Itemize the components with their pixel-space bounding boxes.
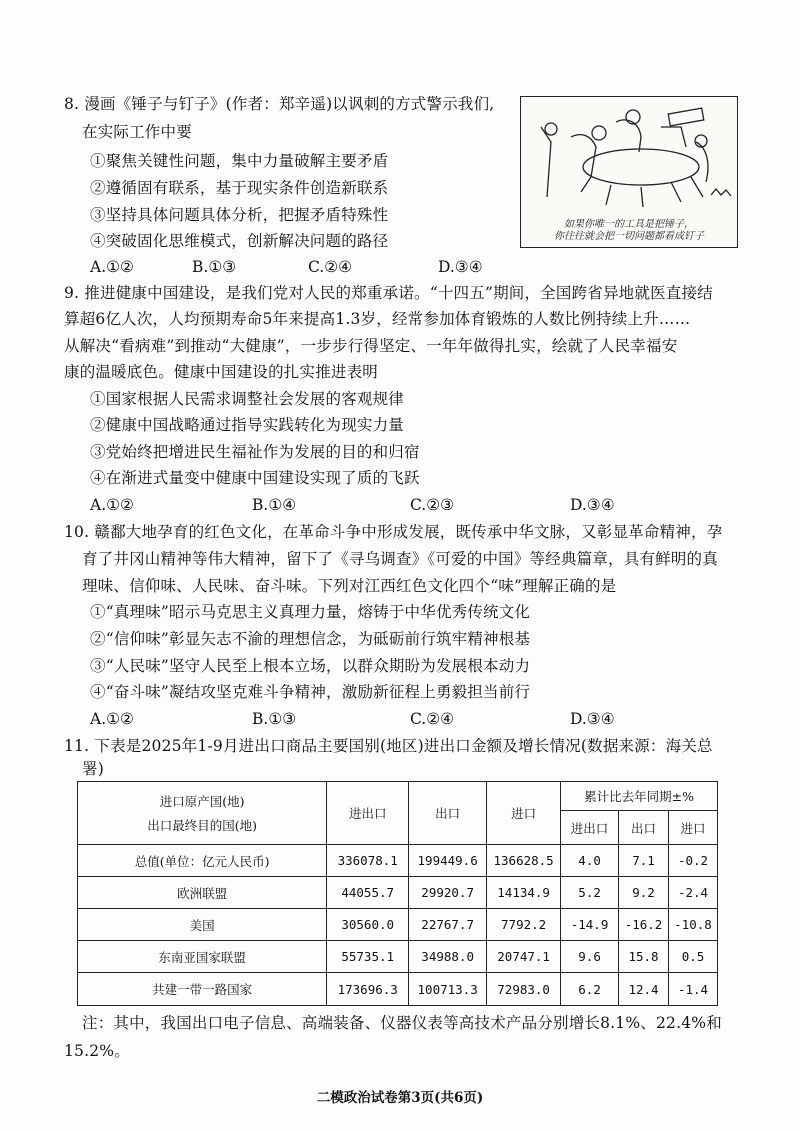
page-footer: 二模政治试卷第3页(共6页) (316, 1090, 484, 1106)
header-origin-label: 进口原产国(地) (159, 794, 245, 809)
q8-choice-d: D.③④ (438, 258, 483, 276)
cell-growth-total: -14.9 (561, 909, 619, 941)
row-name: 欧洲联盟 (78, 877, 327, 909)
q10-choice-d: D.③④ (570, 710, 615, 728)
q9-choice-c: C.②③ (410, 496, 455, 514)
q8-stem-line2: 在实际工作中要 (82, 123, 192, 141)
row-name: 东南亚国家联盟 (78, 941, 327, 973)
q11-note-line2: 15.2%。 (64, 1042, 130, 1060)
q8-choice-b: B.①③ (192, 258, 237, 276)
q9-choice-a: A.①② (90, 496, 134, 514)
cell-growth-total: 6.2 (561, 973, 619, 1006)
table-row (78, 845, 718, 877)
q11-stem-line2: 署) (82, 760, 104, 778)
header-growth: 累计比去年同期±% (561, 782, 718, 811)
q9-stem-line1: 9. 推进健康中国建设，是我们党对人民的郑重承诺。“十四五”期间，全国跨省异地就医直接结 (64, 284, 713, 302)
q9-item-1: ①国家根据人民需求调整社会发展的客观规律 (90, 390, 405, 408)
table-row (78, 909, 718, 941)
cell-total: 173696.3 (327, 973, 409, 1006)
header-growth-export: 出口 (619, 811, 669, 845)
header-growth-total: 进出口 (561, 811, 619, 845)
trade-table (77, 781, 718, 1006)
cell-export: 100713.3 (409, 973, 487, 1006)
cell-growth-import: -1.4 (669, 973, 718, 1006)
cell-import: 20747.1 (487, 941, 561, 973)
cell-growth-export: 15.8 (619, 941, 669, 973)
cell-export: 34988.0 (409, 941, 487, 973)
q8-stem-line1: 8. 漫画《锤子与钉子》(作者：郑辛遥)以讽刺的方式警示我们, (64, 95, 495, 113)
q11-stem-line1: 11. 下表是2025年1-9月进出口商品主要国别(地区)进出口金额及增长情况(数据来源：海关总 (64, 737, 713, 755)
q10-choice-c: C.②④ (410, 710, 455, 728)
cell-growth-export: 12.4 (619, 973, 669, 1006)
cell-growth-total: 9.6 (561, 941, 619, 973)
header-country-label (78, 782, 327, 845)
cartoon-caption-line2: 你往往就会把一切问题都看成钉子 (554, 231, 704, 242)
header-destination-label: 出口最终目的国(地) (147, 818, 257, 833)
cell-growth-import: -0.2 (669, 845, 718, 877)
q8-item-2: ②遵循固有联系，基于现实条件创造新联系 (90, 179, 389, 197)
cell-total: 336078.1 (327, 845, 409, 877)
cell-import: 136628.5 (487, 845, 561, 877)
q9-item-2: ②健康中国战略通过指导实践转化为现实力量 (90, 416, 405, 434)
cell-import: 14134.9 (487, 877, 561, 909)
cell-growth-import: -2.4 (669, 877, 718, 909)
cell-growth-import: 0.5 (669, 941, 718, 973)
q8-choice-a: A.①② (90, 258, 134, 276)
header-growth-import: 进口 (669, 811, 718, 845)
cell-growth-total: 4.0 (561, 845, 619, 877)
q10-item-4: ④“奋斗味”凝结攻坚克难斗争精神，激励新征程上勇毅担当前行 (90, 683, 531, 701)
q9-stem-line3: 从解决“看病难”到推动“大健康”，一步步行得坚定、一年年做得扎实，绘就了人民幸福安 (64, 337, 678, 355)
q9-choice-b: B.①④ (252, 496, 297, 514)
q9-stem-line4: 康的温暖底色。健康中国建设的扎实推进表明 (64, 363, 379, 381)
cartoon-caption-line1: 如果你唯一的工具是把锤子， (564, 219, 694, 230)
q10-stem-line1: 10. 赣鄱大地孕育的红色文化，在革命斗争中形成发展，既传承中华文脉，又彰显革命精神，孕 (64, 523, 723, 541)
q10-choice-b: B.①③ (252, 710, 297, 728)
row-name: 美国 (78, 909, 327, 941)
cell-growth-export: 9.2 (619, 877, 669, 909)
q10-item-2: ②“信仰味”彰显矢志不渝的理想信念，为砥砺前行筑牢精神根基 (90, 630, 531, 648)
q8-item-3: ③坚持具体问题具体分析，把握矛盾特殊性 (90, 206, 389, 224)
cell-total: 30560.0 (327, 909, 409, 941)
q10-item-3: ③“人民味”坚守人民至上根本立场，以群众期盼为发展根本动力 (90, 657, 531, 675)
q10-stem-line2: 育了井冈山精神等伟大精神，留下了《寻乌调查》《可爱的中国》等经典篇章，具有鲜明的真 (82, 550, 718, 568)
q8-item-1: ①聚焦关键性问题，集中力量破解主要矛盾 (90, 152, 389, 170)
q11-note-line1: 注：其中，我国出口电子信息、高端装备、仪器仪表等高技术产品分别增长8.1%、22.4%和 (82, 1014, 722, 1032)
table-row (78, 877, 718, 909)
cell-import: 72983.0 (487, 973, 561, 1006)
header-export: 出口 (409, 782, 487, 845)
q8-choice-c: C.②④ (308, 258, 353, 276)
cell-growth-total: 5.2 (561, 877, 619, 909)
cell-export: 29920.7 (409, 877, 487, 909)
q9-item-4: ④在渐进式量变中健康中国建设实现了质的飞跃 (90, 469, 420, 487)
cartoon-drawing (521, 97, 737, 217)
q10-choice-a: A.①② (90, 710, 134, 728)
cell-total: 44055.7 (327, 877, 409, 909)
row-name: 共建一带一路国家 (78, 973, 327, 1006)
hammer-nail-cartoon (520, 96, 738, 248)
table-row (78, 941, 718, 973)
cell-growth-import: -10.8 (669, 909, 718, 941)
cell-export: 22767.7 (409, 909, 487, 941)
q10-item-1: ①“真理味”昭示马克思主义真理力量，熔铸于中华优秀传统文化 (90, 603, 531, 621)
q9-choice-d: D.③④ (570, 496, 615, 514)
cell-growth-export: 7.1 (619, 845, 669, 877)
cell-total: 55735.1 (327, 941, 409, 973)
row-name: 总值(单位：亿元人民币) (78, 845, 327, 877)
q10-stem-line3: 理味、信仰味、人民味、奋斗味。下列对江西红色文化四个“味”理解正确的是 (82, 577, 617, 595)
q8-item-4: ④突破固化思维模式，创新解决问题的路径 (90, 232, 389, 250)
cell-growth-export: -16.2 (619, 909, 669, 941)
table-row (78, 973, 718, 1006)
q9-item-3: ③党始终把增进民生福祉作为发展的目的和归宿 (90, 443, 420, 461)
header-import: 进口 (487, 782, 561, 845)
cell-import: 7792.2 (487, 909, 561, 941)
header-total: 进出口 (327, 782, 409, 845)
cell-export: 199449.6 (409, 845, 487, 877)
q9-stem-line2: 算超6亿人次，人均预期寿命5年来提高1.3岁，经常参加体育锻炼的人数比例持续上升…… (64, 310, 691, 328)
